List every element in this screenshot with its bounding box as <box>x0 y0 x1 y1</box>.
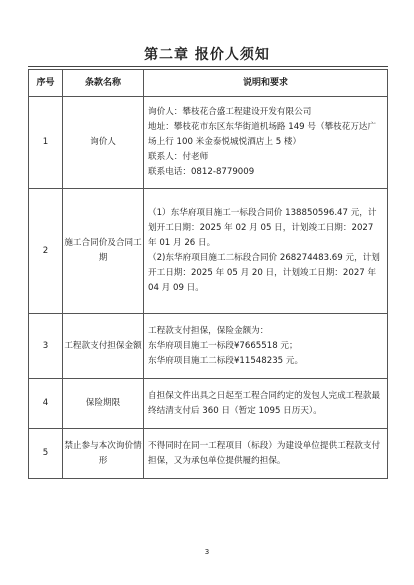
row-clause-name: 禁止参与本次询价情形 <box>63 429 144 479</box>
row-index: 4 <box>29 379 63 429</box>
row-clause-name: 询价人 <box>63 97 144 189</box>
contract-section-1: （1）东华府项目施工一标段合同价 138850596.47 元，计划开工日期：2025 年 02 月 05 日，计划竣工日期：2027 年 01 月 26 日。 <box>148 208 377 248</box>
contract-section-2: （2)东华府项目施工二标段合同价 268274483.69 元，计划开工日期：2025 年 05 月 20 日，计划竣工日期：2027 年 04 月 09 日。 <box>148 253 380 293</box>
inquirer-line: 询价人：攀枝花合盛工程建设开发有限公司 <box>148 107 312 117</box>
row-description <box>144 429 388 479</box>
guarantee-section-1: 东华府项目施工一标段¥7665518 元； <box>148 340 298 351</box>
row-clause-name: 保险期限 <box>63 379 144 429</box>
table-row <box>29 314 388 379</box>
prohibition-text: 不得同时在同一工程项目（标段）为建设单位提供工程款支付担保，又为承包单位提供履约担保。 <box>148 440 381 466</box>
table-header-row <box>29 70 388 97</box>
header-clause-name: 条款名称 <box>63 70 144 97</box>
row-description <box>144 379 388 429</box>
header-description: 说明和要求 <box>144 70 388 97</box>
phone-line: 联系电话：0812-8779009 <box>148 167 255 177</box>
row-index: 3 <box>29 314 63 379</box>
row-description <box>144 314 388 379</box>
page-number: 3 <box>204 548 210 556</box>
row-description <box>144 97 388 189</box>
header-index: 序号 <box>29 70 63 97</box>
row-description <box>144 189 388 314</box>
contact-line: 联系人：付老师 <box>148 152 209 162</box>
row-index: 2 <box>29 189 63 314</box>
row-clause-name: 施工合同价及合同工期 <box>63 189 144 314</box>
title-divider <box>28 66 388 67</box>
guarantee-intro: 工程款支付担保，保险金额为： <box>148 325 269 336</box>
row-clause-name: 工程款支付担保金额 <box>63 314 144 379</box>
row-index: 1 <box>29 97 63 189</box>
insurance-period-text: 自担保文件出具之日起至工程合同约定的发包人完成工程款最终结清支付后 360 日（暂定 1095 日历天）。 <box>148 390 381 416</box>
table-row <box>29 189 388 314</box>
requirements-table <box>28 69 388 479</box>
guarantee-section-2: 东华府项目施工二标段¥11548235 元。 <box>148 355 304 366</box>
row-index: 5 <box>29 429 63 479</box>
table-row <box>29 97 388 189</box>
address-line: 地址：攀枝花市东区东华街道机场路 149 号（攀枝花万达广场上行 100 米金泰悦城悦酒店上 5 楼） <box>148 122 377 147</box>
chapter-title: 第二章 报价人须知 <box>144 47 270 63</box>
table-row <box>29 379 388 429</box>
table-row <box>29 429 388 479</box>
